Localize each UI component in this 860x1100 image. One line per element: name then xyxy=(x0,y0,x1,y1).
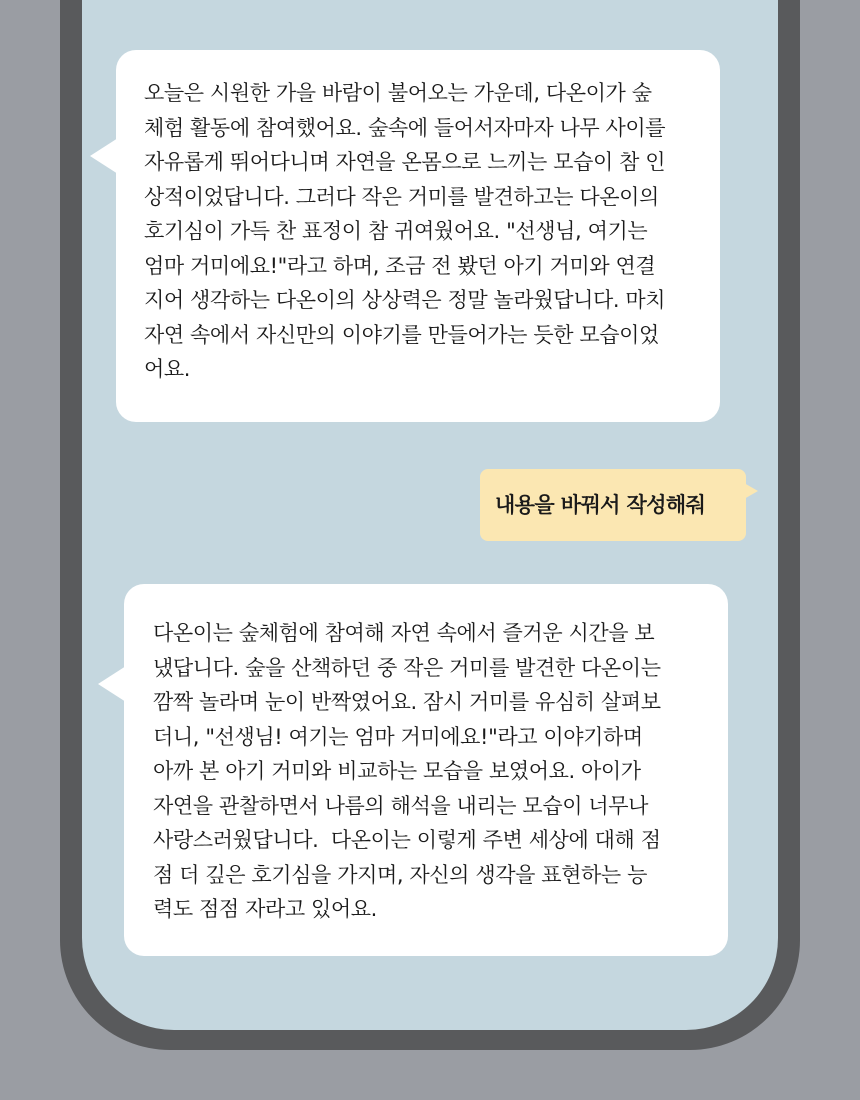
user-message-text: 내용을 바꿔서 작성해줘 xyxy=(495,492,706,517)
assistant-message-text: 오늘은 시원한 가을 바람이 불어오는 가운데, 다온이가 숲 체험 활동에 참여했어요. 숲속에 들어서자마자 나무 사이를 자유롭게 뛰어다니며 자연을 온몸으로 느끼는 모습이 참 인 상적이었답니다. 그러다 작은 거미를 발견하고는 다온이의 호기심이 가득 찬 표정이 참 귀여웠어요. "선생님, 여기는 엄마 거미에요!"라고 하며, 조금 전 봤던 아기 거미와 연결 지어 생각하는 다온이의 상상력은 정말 놀라웠답니다. 마치 자연 속에서 자신만의 이야기를 만들어가는 듯한 모습이었 어요. xyxy=(144,81,666,381)
user-message-bubble[interactable] xyxy=(480,469,746,541)
assistant-message-bubble[interactable] xyxy=(116,50,720,422)
assistant-message-text: 다온이는 숲체험에 참여해 자연 속에서 즐거운 시간을 보 냈답니다. 숲을 산책하던 중 작은 거미를 발견한 다온이는 깜짝 놀라며 눈이 반짝였어요. 잠시 거미를 유심히 살펴보 더니, "선생님! 여기는 엄마 거미에요!"라고 이야기하며 아까 본 아기 거미와 비교하는 모습을 보였어요. 아이가 자연을 관찰하면서 나름의 해석을 내리는 모습이 너무나 사랑스러웠답니다. 다온이는 이렇게 주변 세상에 대해 점 점 더 깊은 호기심을 가지며, 자신의 생각을 표현하는 능 력도 점점 자라고 있어요. xyxy=(153,621,661,921)
assistant-message-bubble[interactable] xyxy=(124,584,728,956)
